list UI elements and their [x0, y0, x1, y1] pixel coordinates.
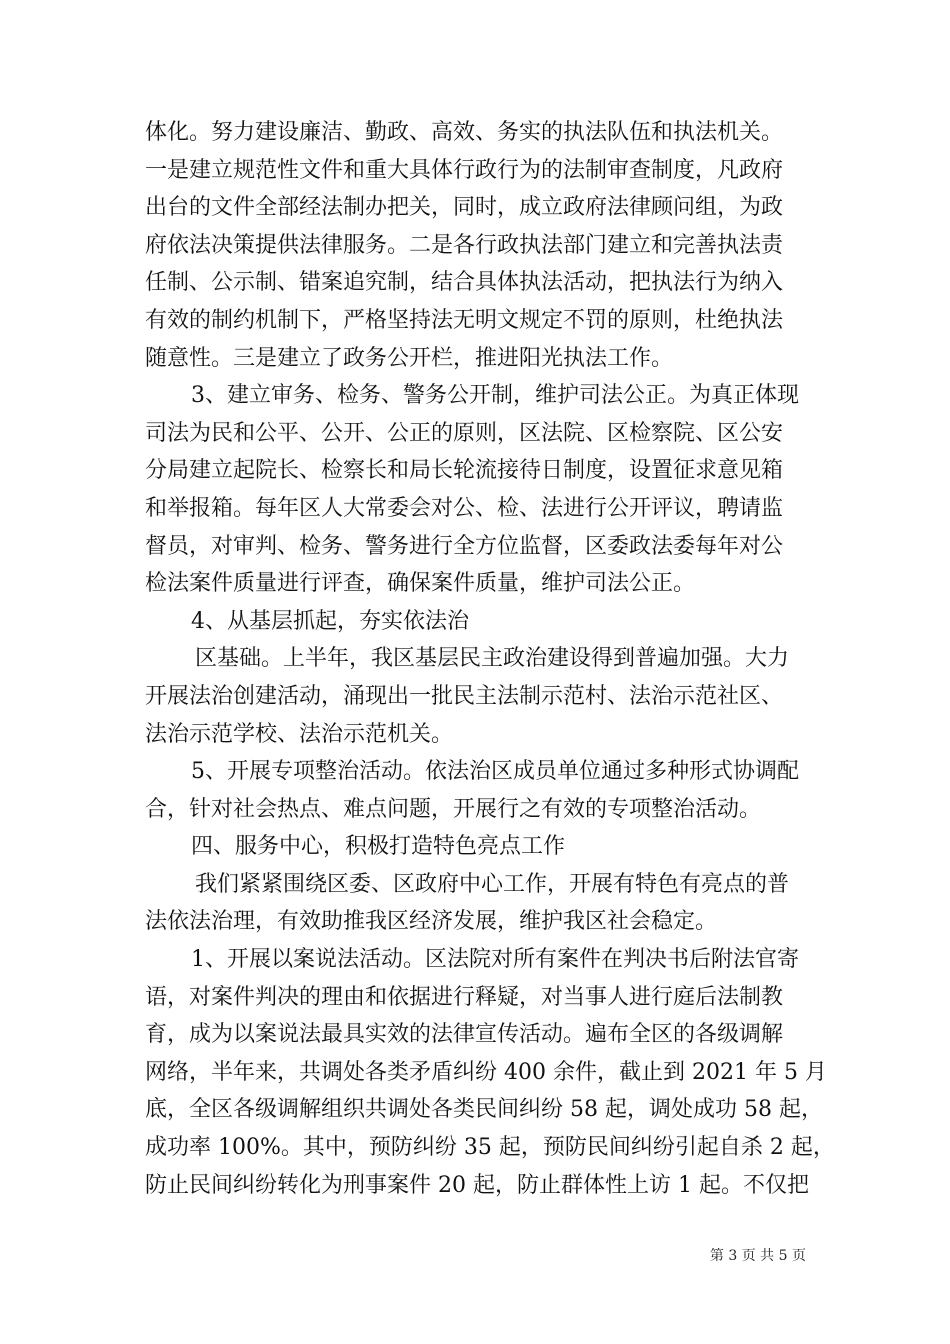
page-number: 第 3 页 共 5 页 [709, 1248, 806, 1264]
text-line: 一是建立规范性文件和重大具体行政行为的法制审查制度，凡政府 [145, 157, 784, 183]
text-line: 任制、公示制、错案追究制，结合具体执法活动，把执法行为纳入 [145, 270, 784, 296]
text-line: 成功率 100%。其中，预防纠纷 35 起，预防民间纠纷引起自杀 2 起， [145, 1135, 835, 1161]
text-line: 府依法决策提供法律服务。二是各行政执法部门建立和完善执法责 [145, 232, 784, 258]
text-line: 出台的文件全部经法制办把关，同时，成立政府法律顾问组，为政 [145, 195, 784, 221]
text-line: 法依法治理，有效助推我区经济发展，维护我区社会稳定。 [145, 909, 718, 935]
text-line: 语，对案件判决的理由和依据进行释疑，对当事人进行庭后法制教 [145, 984, 784, 1010]
section-heading: 4、从基层抓起，夯实依法治 [191, 608, 469, 634]
text-line: 和举报箱。每年区人大常委会对公、检、法进行公开评议，聘请监 [145, 495, 784, 521]
text-line: 区基础。上半年，我区基层民主政治建设得到普遍加强。大力 [195, 646, 790, 672]
text-line: 1、开展以案说法活动。区法院对所有案件在判决书后附法官寄 [191, 947, 799, 973]
text-line: 育，成为以案说法最具实效的法律宣传活动。遍布全区的各级调解 [145, 1022, 784, 1048]
text-line: 开展法治创建活动，涌现出一批民主法制示范村、法治示范社区、 [145, 683, 784, 709]
text-line: 合，针对社会热点、难点问题，开展行之有效的专项整治活动。 [145, 796, 762, 822]
text-line: 5、开展专项整治活动。依法治区成员单位通过多种形式协调配 [191, 759, 799, 785]
text-line: 体化。努力建设廉洁、勤政、高效、务实的执法队伍和执法机关。 [145, 120, 784, 145]
text-line: 司法为民和公平、公开、公正的原则，区法院、区检察院、区公安 [145, 420, 784, 446]
text-line: 法治示范学校、法治示范机关。 [145, 721, 454, 747]
text-line: 网络，半年来，共调处各类矛盾纠纷 400 余件，截止到 2021 年 5 月 [145, 1059, 827, 1085]
text-line: 底，全区各级调解组织共调处各类民间纠纷 58 起，调处成功 58 起， [145, 1097, 823, 1123]
text-line: 我们紧紧围绕区委、区政府中心工作，开展有特色有亮点的普 [195, 871, 790, 897]
text-line: 有效的制约机制下，严格坚持法无明文规定不罚的原则，杜绝执法 [145, 307, 784, 333]
text-line: 随意性。三是建立了政务公开栏，推进阳光执法工作。 [145, 345, 674, 371]
text-line: 督员，对审判、检务、警务进行全方位监督，区委政法委每年对公 [145, 533, 784, 559]
text-line: 防止民间纠纷转化为刑事案件 20 起，防止群体性上访 1 起。不仅把 [145, 1172, 809, 1198]
document-body [145, 114, 835, 1204]
text-line: 3、建立审务、检务、警务公开制，维护司法公正。为真正体现 [191, 383, 799, 409]
section-heading: 四、服务中心，积极打造特色亮点工作 [191, 834, 566, 860]
text-line: 检法案件质量进行评查，确保案件质量，维护司法公正。 [145, 571, 696, 597]
text-line: 分局建立起院长、检察长和局长轮流接待日制度，设置征求意见箱 [145, 458, 784, 484]
